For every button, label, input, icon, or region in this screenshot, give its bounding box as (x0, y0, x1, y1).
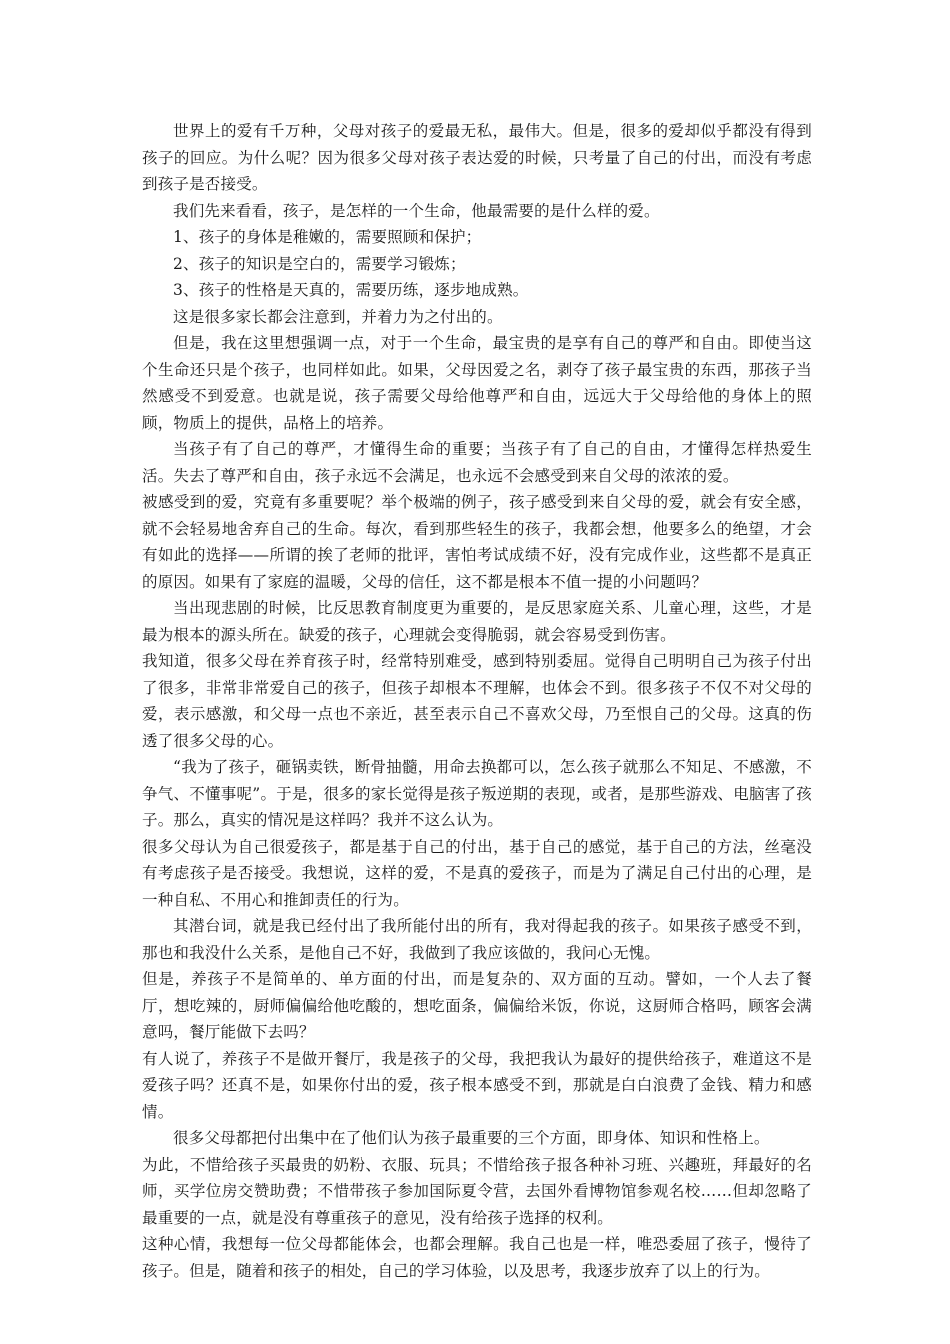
paragraph: “我为了孩子，砸锅卖铁，断骨抽髓，用命去换都可以，怎么孩子就那么不知足、不感激，不争气、不懂事呢”。于是，很多的家长觉得是孩子叛逆期的表现，或者，是那些游戏、电脑害了孩子。那么，真实的情况是这样吗？我并不这么认为。 (142, 758, 812, 829)
paragraph: 3、孩子的性格是天真的，需要历练，逐步地成熟。 (173, 281, 529, 299)
paragraph: 这是很多家长都会注意到，并着力为之付出的。 (173, 307, 503, 326)
paragraph: 但是，养孩子不是简单的、单方面的付出，而是复杂的、双方面的互动。譬如，一个人去了餐厅，想吃辣的，厨师偏偏给他吃酸的，想吃面条，偏偏给米饭，你说，这厨师合格吗，顾客会满意吗，餐厅能做下去吗？ (142, 970, 812, 1041)
paragraph: 很多父母认为自己很爱孩子，都是基于自己的付出，基于自己的感觉，基于自己的方法，丝毫没有考虑孩子是否接受。我想说，这样的爱，不是真的爱孩子，而是为了满足自己付出的心理，是一种自私、不用心和推卸责任的行为。 (142, 837, 812, 909)
paragraph: 世界上的爱有千万种，父母对孩子的爱最无私，最伟大。但是，很多的爱却似乎都没有得到孩子的回应。为什么呢？因为很多父母对孩子表达爱的时候，只考量了自己的付出，而没有考虑到孩子是否接受。 (142, 122, 812, 193)
paragraph: 但是，我在这里想强调一点，对于一个生命，最宝贵的是享有自己的尊严和自由。即使当这个生命还只是个孩子，也同样如此。如果，父母因爱之名，剥夺了孩子最宝贵的东西，那孩子当然感受不到爱意。也就是说，孩子需要父母给他尊严和自由，远远大于父母给他的身体上的照顾，物质上的提供，品格上的培养。 (142, 334, 812, 432)
paragraph: 2、孩子的知识是空白的，需要学习锻炼； (173, 254, 466, 273)
document-body (142, 118, 812, 1284)
paragraph: 1、孩子的身体是稚嫩的，需要照顾和保护； (173, 228, 482, 246)
paragraph: 为此，不惜给孩子买最贵的奶粉、衣服、玩具；不惜给孩子报各种补习班、兴趣班，拜最好的名师，买学位房交赞助费；不惜带孩子参加国际夏令营，去国外看博物馆参观名校……但却忽略了最重要的一点，就是没有尊重孩子的意见，没有给孩子选择的权利。 (142, 1155, 812, 1227)
paragraph: 很多父母都把付出集中在了他们认为孩子最重要的三个方面，即身体、知识和性格上。 (173, 1129, 770, 1147)
paragraph: 其潜台词，就是我已经付出了我所能付出的所有，我对得起我的孩子。如果孩子感受不到，那也和我没什么关系，是他自己不好，我做到了我应该做的，我问心无愧。 (142, 917, 812, 962)
paragraph: 当孩子有了自己的尊严，才懂得生命的重要；当孩子有了自己的自由，才懂得怎样热爱生活。失去了尊严和自由，孩子永远不会满足，也永远不会感受到来自父母的浓浓的爱。 (142, 440, 812, 485)
paragraph: 我知道，很多父母在养育孩子时，经常特别难受，感到特别委屈。觉得自己明明自己为孩子付出了很多，非常非常爱自己的孩子，但孩子却根本不理解，也体会不到。很多孩子不仅不对父母的爱，表示感激，和父母一点也不亲近，甚至表示自己不喜欢父母，乃至恨自己的父母。这真的伤透了很多父母的心。 (142, 652, 812, 750)
paragraph: 这种心情，我想每一位父母都能体会，也都会理解。我自己也是一样，唯恐委屈了孩子，慢待了孩子。但是，随着和孩子的相处，自己的学习体验，以及思考，我逐步放弃了以上的行为。 (142, 1235, 812, 1280)
paragraph: 我们先来看看，孩子，是怎样的一个生命，他最需要的是什么样的爱。 (173, 201, 660, 220)
paragraph: 当出现悲剧的时候，比反思教育制度更为重要的，是反思家庭关系、儿童心理，这些，才是最为根本的源头所在。缺爱的孩子，心理就会变得脆弱，就会容易受到伤害。 (142, 599, 812, 644)
paragraph: 有人说了，养孩子不是做开餐厅，我是孩子的父母，我把我认为最好的提供给孩子，难道这不是爱孩子吗？还真不是，如果你付出的爱，孩子根本感受不到，那就是白白浪费了金钱、精力和感情。 (142, 1049, 812, 1121)
paragraph: 被感受到的爱，究竟有多重要呢？举个极端的例子，孩子感受到来自父母的爱，就会有安全感，就不会轻易地舍弃自己的生命。每次，看到那些轻生的孩子，我都会想，他要多么的绝望，才会有如此的选择——所谓的挨了老师的批评，害怕考试成绩不好，没有完成作业，这些都不是真正的原因。如果有了家庭的温暖，父母的信任，这不都是根本不值一提的小问题吗？ (142, 493, 812, 591)
